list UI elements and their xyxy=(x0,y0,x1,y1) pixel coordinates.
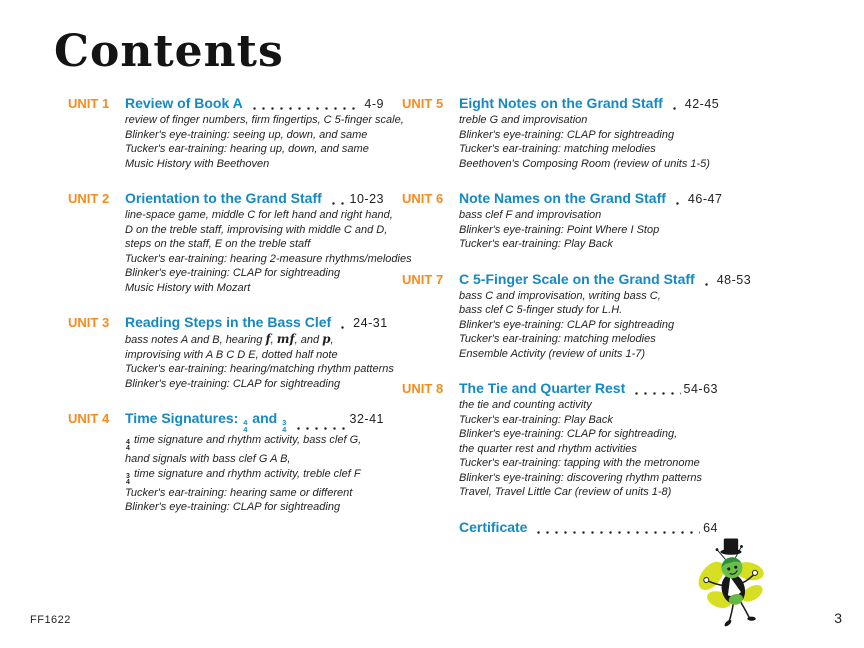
top-hat xyxy=(720,538,741,554)
unit-detail-line: steps on the staff, E on the treble staff xyxy=(125,238,311,250)
dot-leader xyxy=(294,427,346,430)
unit-detail-line: Tucker's ear-training: matching melodies xyxy=(459,143,656,155)
unit-body xyxy=(459,190,723,252)
blinker-firefly-character-illustration xyxy=(686,536,782,632)
unit-detail-line: Blinker's eye-training: seeing up, down, and same xyxy=(125,128,368,141)
toc-column-left xyxy=(68,95,412,534)
unit-heading xyxy=(459,190,723,208)
unit-detail-line: Travel, Travel Little Car (review of units 1-8) xyxy=(459,486,672,498)
unit-detail-line: 3 4 time signature and rhythm activity, treble clef F xyxy=(126,467,361,486)
unit-detail-line: Music History with Mozart xyxy=(125,281,251,294)
time-signature-fraction: 4 4 xyxy=(243,418,248,434)
unit-heading xyxy=(459,380,718,398)
unit-detail-line: Tucker's ear-training: hearing same or different xyxy=(125,486,353,499)
page-range: 54-63 xyxy=(683,382,718,396)
page-title: Contents xyxy=(54,26,284,77)
unit-heading xyxy=(459,519,718,537)
unit-block xyxy=(68,95,404,171)
unit-title: Note Names on the Grand Staff xyxy=(459,190,666,206)
unit-label: UNIT 8 xyxy=(402,381,444,396)
unit-body xyxy=(125,95,404,171)
catalog-number: FF1622 xyxy=(30,614,71,626)
dynamic-mark: f xyxy=(265,332,271,346)
unit-detail-line: Blinker's eye-training: CLAP for sightreading xyxy=(459,318,675,331)
page-range: 64 xyxy=(703,520,718,535)
unit-detail-line: Blinker's eye-training: CLAP for sightreading xyxy=(459,128,675,141)
unit-block xyxy=(402,95,718,171)
unit-detail-line: Blinker's eye-training: CLAP for sightreading xyxy=(125,501,341,513)
unit-detail-line: review of finger numbers, firm fingertips, C 5-finger scale, xyxy=(125,114,404,126)
unit-detail-line: Tucker's ear-training: Play Back xyxy=(459,413,613,426)
unit-detail-line: Tucker's ear-training: matching melodies xyxy=(459,333,656,345)
unit-detail-line: Blinker's eye-training: CLAP for sightreading, xyxy=(459,428,678,440)
unit-title: Reading Steps in the Bass Clef xyxy=(125,314,332,330)
unit-detail-line: Blinker's eye-training: CLAP for sightreading xyxy=(125,267,341,279)
page-range: 46-47 xyxy=(687,192,723,206)
dot-leader xyxy=(329,202,347,205)
page-range: 4-9 xyxy=(364,97,384,111)
dot-leader xyxy=(670,107,682,110)
unit-detail-line: treble G and improvisation xyxy=(459,114,588,126)
unit-detail-line: Blinker's eye-training: Point Where I Stop xyxy=(459,223,660,236)
unit-label: UNIT 6 xyxy=(402,191,444,206)
unit-detail-line: Beethoven's Composing Room (review of units 1-5) xyxy=(459,157,710,170)
unit-body xyxy=(459,95,718,171)
unit-body xyxy=(125,410,384,515)
time-signature-fraction: 3 4 xyxy=(126,472,130,486)
dot-leader xyxy=(250,107,362,110)
unit-detail-line: bass clef F and improvisation xyxy=(459,209,602,221)
unit-heading xyxy=(459,95,718,113)
unit-title: Review of Book A xyxy=(125,95,243,111)
unit-label: UNIT 5 xyxy=(402,96,444,111)
unit-block xyxy=(68,190,412,295)
page-range: 10-23 xyxy=(349,192,384,206)
page-number: 3 xyxy=(834,610,842,626)
page-range: 48-53 xyxy=(716,272,752,287)
unit-detail-line: 4 4 time signature and rhythm activity, bass clef G, xyxy=(126,434,362,452)
unit-title: C 5-Finger Scale on the Grand Staff xyxy=(459,270,695,287)
time-signature-fraction: 3 4 xyxy=(282,418,287,434)
dot-leader xyxy=(534,531,700,534)
unit-body xyxy=(459,380,718,500)
unit-detail-line: line-space game, middle C for left hand and right hand, xyxy=(125,209,393,221)
unit-title: Certificate xyxy=(459,518,528,535)
unit-detail-line: bass notes A and B, hearing f, mf, and p, xyxy=(125,332,334,346)
unit-detail-line: Tucker's ear-training: tapping with the metronome xyxy=(459,457,700,469)
unit-detail-line: Blinker's eye-training: CLAP for sightreading xyxy=(125,377,341,390)
unit-body xyxy=(459,519,718,537)
unit-detail-line: bass C and improvisation, writing bass C, xyxy=(459,289,661,302)
unit-heading xyxy=(125,410,384,433)
unit-block xyxy=(402,380,718,500)
unit-label: UNIT 7 xyxy=(402,271,444,287)
unit-detail-line: hand signals with bass clef G A B, xyxy=(125,453,291,465)
page-range: 32-41 xyxy=(349,412,384,426)
unit-title: Time Signatures: 4 4 and 3 4 xyxy=(125,410,287,434)
unit-detail-line: Ensemble Activity (review of units 1-7) xyxy=(459,347,646,360)
certificate-block xyxy=(402,519,718,537)
unit-body xyxy=(125,190,412,295)
unit-heading xyxy=(459,270,752,289)
unit-detail-line: improvising with A B C D E, dotted half note xyxy=(125,348,338,361)
page-range: 24-31 xyxy=(353,316,388,330)
unit-detail-line: Music History with Beethoven xyxy=(125,157,270,170)
unit-label: UNIT 1 xyxy=(68,96,110,111)
dot-leader xyxy=(702,283,714,286)
unit-body xyxy=(125,314,394,391)
unit-heading xyxy=(125,95,384,113)
unit-block xyxy=(68,410,384,515)
unit-block xyxy=(68,314,394,391)
unit-detail-line: Tucker's ear-training: hearing up, down, and same xyxy=(125,143,369,155)
dynamic-mark: p xyxy=(322,332,331,346)
unit-label: UNIT 2 xyxy=(68,191,110,206)
dot-leader xyxy=(338,326,350,329)
unit-detail-line: the quarter rest and rhythm activities xyxy=(459,442,637,455)
unit-title: The Tie and Quarter Rest xyxy=(459,380,626,396)
unit-label: UNIT 4 xyxy=(68,411,110,426)
unit-detail-line: Blinker's eye-training: discovering rhythm patterns xyxy=(459,471,702,484)
unit-block xyxy=(402,270,752,362)
unit-title: Orientation to the Grand Staff xyxy=(125,190,322,206)
unit-label: UNIT 3 xyxy=(68,315,110,330)
dot-leader xyxy=(632,392,680,395)
unit-heading xyxy=(125,190,384,208)
unit-detail-line: Tucker's ear-training: hearing/matching rhythm patterns xyxy=(125,363,394,375)
unit-detail-line: Tucker's ear-training: hearing 2-measure rhythms/melodies xyxy=(125,252,412,265)
dot-leader xyxy=(673,202,685,205)
unit-title: Eight Notes on the Grand Staff xyxy=(459,95,663,111)
unit-detail-line: bass clef C 5-finger study for L.H. xyxy=(459,304,623,316)
dynamic-mark: mf xyxy=(276,332,295,346)
toc-column-right xyxy=(402,95,752,556)
unit-body xyxy=(459,270,752,362)
unit-detail-line: D on the treble staff, improvising with middle C and D, xyxy=(125,223,388,236)
time-signature-fraction: 4 4 xyxy=(126,439,130,452)
unit-label xyxy=(402,519,459,537)
unit-block xyxy=(402,190,723,252)
unit-detail-line: Tucker's ear-training: Play Back xyxy=(459,238,613,250)
unit-heading xyxy=(125,314,388,332)
page-range: 42-45 xyxy=(684,97,720,111)
unit-detail-line: the tie and counting activity xyxy=(459,399,592,411)
